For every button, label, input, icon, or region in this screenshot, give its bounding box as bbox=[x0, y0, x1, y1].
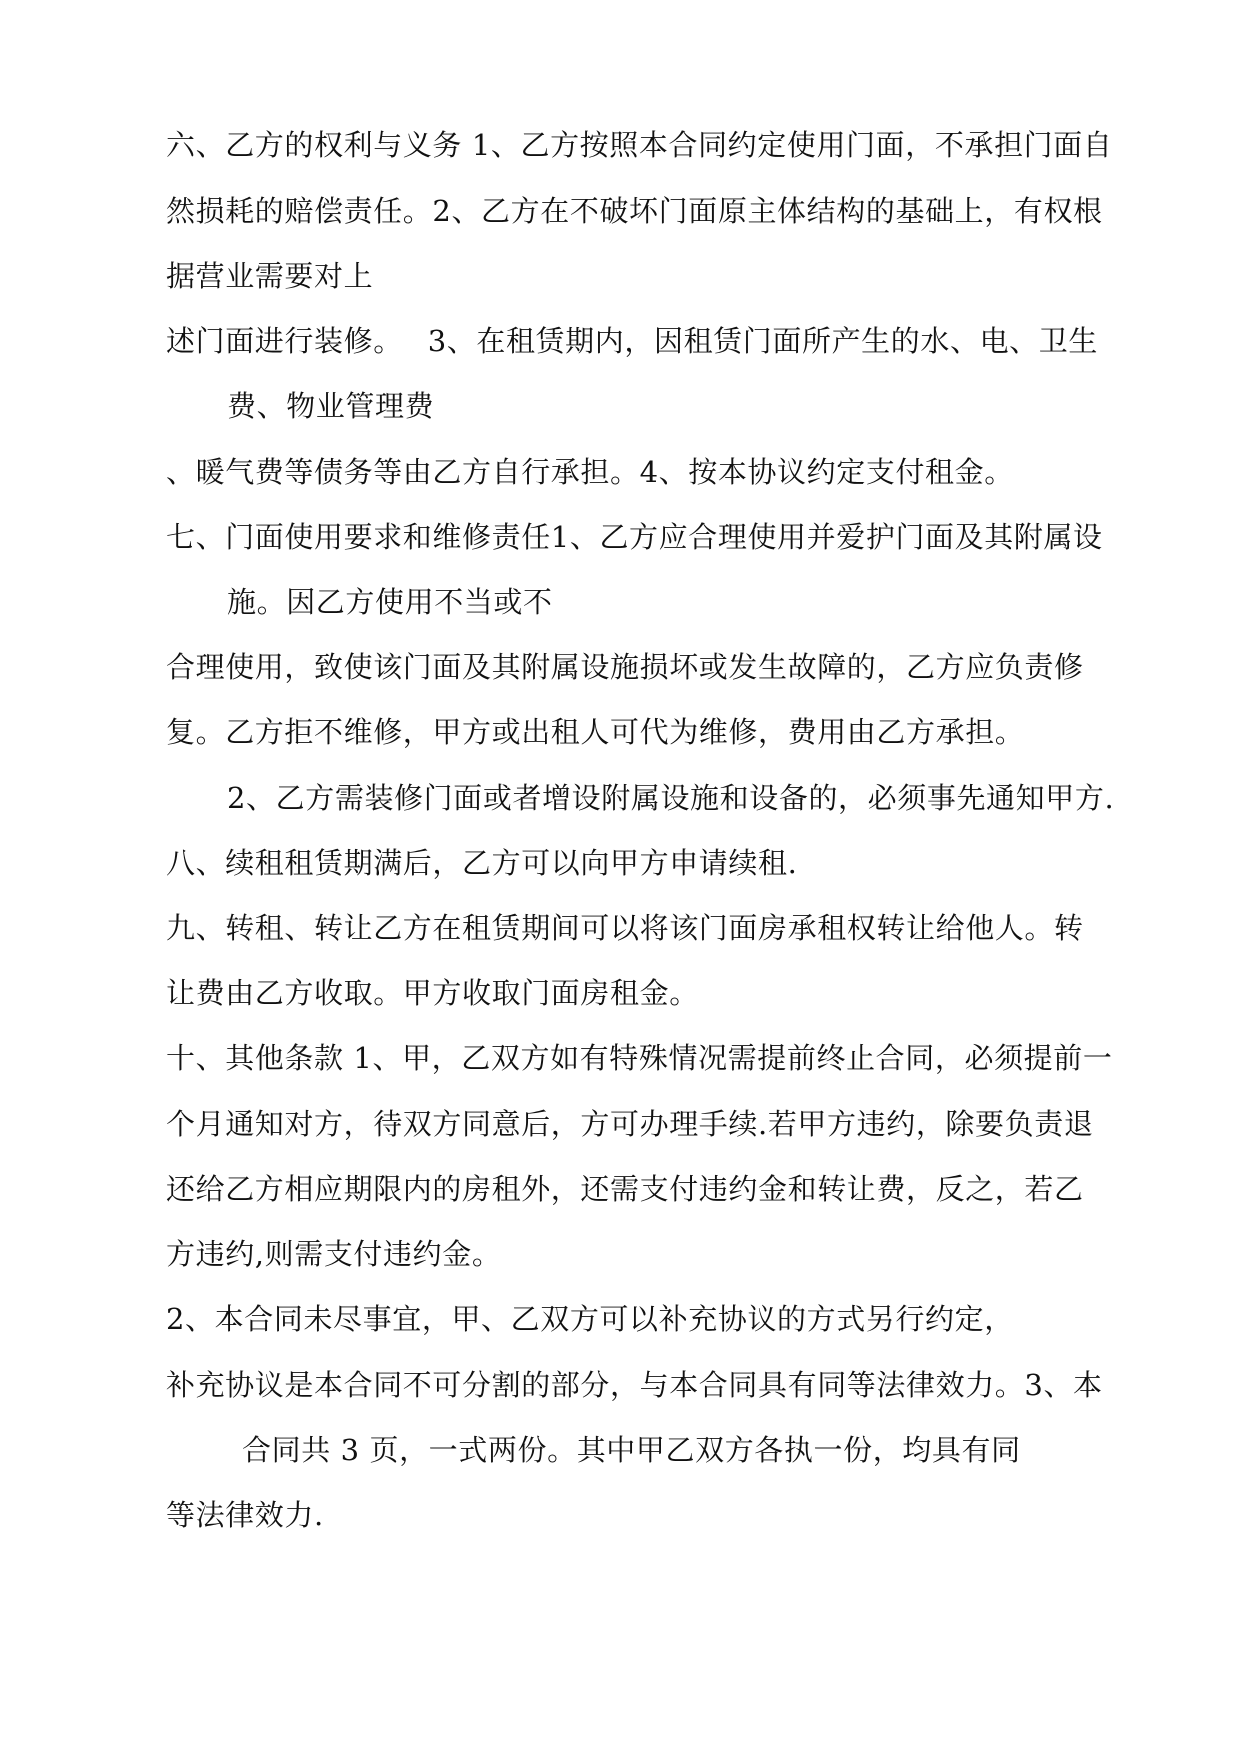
text-line: 七、门面使用要求和维修责任1、乙方应合理使用并爱护门面及其附属设 bbox=[166, 520, 1103, 554]
text-line: 2、本合同未尽事宜，甲、乙双方可以补充协议的方式另行约定， bbox=[166, 1302, 1014, 1336]
text-line: 2、乙方需装修门面或者增设附属设施和设备的，必须事先通知甲方. bbox=[227, 781, 1115, 815]
text-line: 述门面进行装修。 3、在租赁期内，因租赁门面所产生的水、电、卫生 bbox=[166, 324, 1098, 358]
text-line: 然损耗的赔偿责任。2、乙方在不破坏门面原主体结构的基础上，有权根 bbox=[166, 194, 1103, 228]
text-line: 合理使用，致使该门面及其附属设施损坏或发生故障的，乙方应负责修 bbox=[166, 650, 1084, 684]
text-line: 还给乙方相应期限内的房租外，还需支付违约金和转让费，反之，若乙 bbox=[166, 1172, 1084, 1206]
text-line: 方违约,则需支付违约金。 bbox=[166, 1237, 502, 1271]
text-line: 施。因乙方使用不当或不 bbox=[227, 585, 553, 619]
text-line: 六、乙方的权利与义务 1、乙方按照本合同约定使用门面，不承担门面自 bbox=[166, 128, 1113, 162]
text-line: 八、续租租赁期满后，乙方可以向甲方申请续租. bbox=[166, 846, 798, 880]
text-line: 、暖气费等债务等由乙方自行承担。4、按本协议约定支付租金。 bbox=[166, 455, 1014, 489]
text-line: 补充协议是本合同不可分割的部分，与本合同具有同等法律效力。3、本 bbox=[166, 1368, 1103, 1402]
text-line: 据营业需要对上 bbox=[166, 259, 374, 293]
text-line: 个月通知对方，待双方同意后，方可办理手续.若甲方违约，除要负责退 bbox=[166, 1107, 1094, 1141]
text-line: 九、转租、转让乙方在租赁期间可以将该门面房承租权转让给他人。转 bbox=[166, 911, 1084, 945]
text-line: 复。乙方拒不维修，甲方或出租人可代为维修，费用由乙方承担。 bbox=[166, 715, 1025, 749]
text-line: 合同共 3 页，一式两份。其中甲乙双方各执一份，均具有同 bbox=[242, 1433, 1021, 1467]
text-line: 费、物业管理费 bbox=[227, 389, 435, 423]
text-line: 让费由乙方收取。甲方收取门面房租金。 bbox=[166, 976, 699, 1010]
text-line: 等法律效力. bbox=[166, 1498, 324, 1532]
text-line: 十、其他条款 1、甲，乙双方如有特殊情况需提前终止合同，必须提前一 bbox=[166, 1041, 1113, 1075]
